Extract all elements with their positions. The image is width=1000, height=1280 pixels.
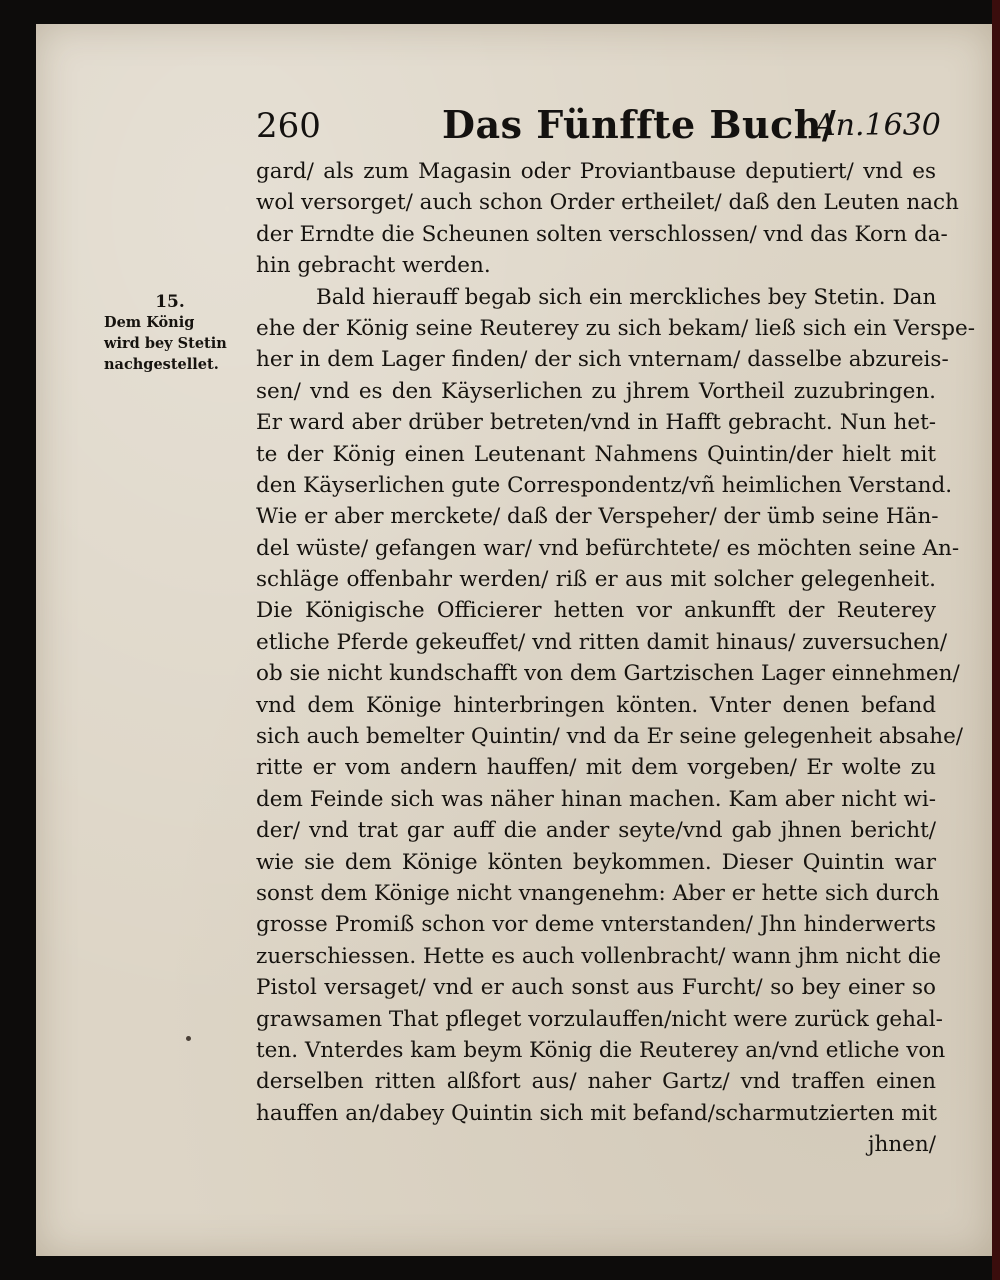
year-note: An.1630 (814, 108, 941, 143)
text-line: ten. Vnterdes kam beym König die Reuterey an/vnd etliche von (256, 1037, 946, 1063)
text-line: Pistol versaget/ vnd er auch sonst aus Furcht/ so bey einer so (256, 975, 936, 1001)
section-number: 15. (155, 292, 185, 312)
text-line: hin gebracht werden. (256, 253, 491, 279)
marginal-note-line: nachgestellet. (104, 356, 219, 373)
marginal-note-line: Dem König (104, 314, 195, 331)
text-line: wie sie dem Könige könten beykommen. Dieser Quintin war (256, 849, 936, 875)
text-line: gard/ als zum Magasin oder Proviantbause deputiert/ vnd es (256, 159, 936, 184)
text-line: schläge offenbahr werden/ riß er aus mit solcher gelegenheit. (256, 567, 936, 593)
text-line: sen/ vnd es den Käyserlichen zu jhrem Vortheil zuzubringen. (256, 378, 936, 404)
ink-speck (186, 1036, 191, 1041)
text-line: derselben ritten alßfort aus/ naher Gartz/ vnd traffen einen (256, 1069, 936, 1095)
text-line: Er ward aber drüber betreten/vnd in Hafft gebracht. Nun het- (256, 410, 936, 436)
body-text (256, 156, 975, 1161)
text-line: wol versorget/ auch schon Order ertheilet/ daß den Leuten nach (256, 190, 959, 216)
text-line: ehe der König seine Reuterey zu sich bekam/ ließ sich ein Verspe- (256, 315, 975, 341)
text-line: zuerschiessen. Hette es auch vollenbracht/ wann jhm nicht die (256, 943, 942, 969)
text-line: etliche Pferde gekeuffet/ vnd ritten damit hinaus/ zuversuchen/ (256, 629, 948, 655)
marginal-note (104, 292, 250, 375)
text-line: sonst dem Könige nicht vnangenehm: Aber er hette sich durch (256, 880, 940, 906)
text-line: vnd dem Könige hinterbringen könten. Vnter denen befand (256, 692, 936, 718)
text-line: den Käyserlichen gute Correspondentz/vñ heimlichen Verstand. (256, 472, 953, 498)
text-line: der/ vnd trat gar auff die ander seyte/vnd gab jhnen bericht/ (256, 818, 936, 844)
catchword: jhnen/ (867, 1132, 936, 1158)
text-line: grawsamen That pfleget vorzulauffen/nicht were zurück gehal- (256, 1006, 943, 1032)
text-line: sich auch bemelter Quintin/ vnd da Er seine gelegenheit absahe/ (256, 724, 964, 750)
text-line: her in dem Lager finden/ der sich vnternam/ dasselbe abzureis- (256, 347, 949, 373)
text-line: ritte er vom andern hauffen/ mit dem vorgeben/ Er wolte zu (256, 755, 936, 781)
text-line: Wie er aber merckete/ daß der Verspeher/ der ümb seine Hän- (256, 504, 939, 530)
text-line: ob sie nicht kundschafft von dem Gartzischen Lager einnehmen/ (256, 661, 960, 687)
running-title: Das Fünffte Buch/ (442, 102, 837, 147)
text-line: del wüste/ gefangen war/ vnd befürchtete/ es möchten seine An- (256, 535, 960, 561)
running-header (256, 100, 986, 150)
text-line: te der König einen Leutenant Nahmens Quintin/der hielt mit (256, 441, 936, 467)
text-line: der Erndte die Scheunen solten verschlossen/ vnd das Korn da- (256, 221, 948, 247)
page-edge-binding (992, 0, 1000, 1280)
page-number: 260 (256, 106, 321, 146)
text-line: dem Feinde sich was näher hinan machen. Kam aber nicht wi- (256, 786, 936, 812)
marginal-note-line: wird bey Stetin (104, 335, 227, 352)
text-line: grosse Promiß schon vor deme vnterstanden/ Jhn hinderwerts (256, 912, 936, 938)
text-line: Bald hierauff begab sich ein merckliches bey Stetin. Dan (316, 284, 937, 310)
text-line: Die Königische Officierer hetten vor ankunfft der Reuterey (256, 598, 936, 624)
text-line: hauffen an/dabey Quintin sich mit befand/scharmutzierten mit (256, 1100, 938, 1126)
